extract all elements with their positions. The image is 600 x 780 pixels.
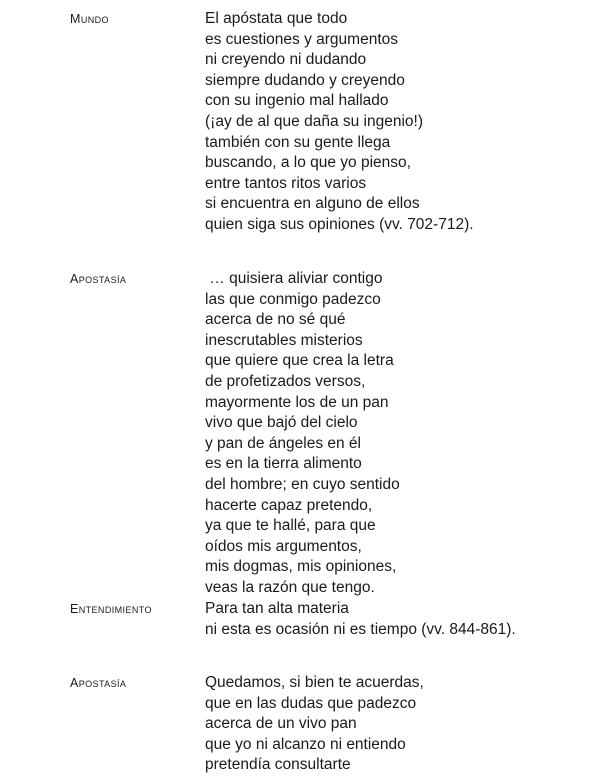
speaker-label: Apostasía <box>70 676 127 690</box>
verse-line: quien siga sus opiniones (vv. 702-712). <box>205 215 474 233</box>
verse-line: Quedamos, si bien te acuerdas, <box>205 674 424 691</box>
verse-line: ya que te hallé, para que <box>205 517 376 535</box>
verse-line: El apóstata que todo <box>205 10 348 27</box>
verse-line: es en la tierra alimento <box>205 455 362 473</box>
verse-line: las que conmigo padezco <box>205 290 381 308</box>
verse-lines <box>205 9 474 236</box>
verse-line: … quisiera aliviar contigo <box>205 270 383 287</box>
verse-line: hacerte capaz pretendo, <box>205 496 373 514</box>
verse-line: siempre dudando y creyendo <box>205 71 405 89</box>
verse-line: ni creyendo ni dudando <box>205 51 367 69</box>
verse-line: es cuestiones y argumentos <box>205 30 398 48</box>
verse-line: también con su gente llega <box>205 133 391 151</box>
verse-line: mayormente los de un pan <box>205 393 389 411</box>
verse-line: Para tan alta materia <box>205 600 349 617</box>
verse-line: oídos mis argumentos, <box>205 537 362 555</box>
speaker-label: Mundo <box>70 12 109 26</box>
verse-line: vivo que bajó del cielo <box>205 414 358 432</box>
verse-line: con su ingenio mal hallado <box>205 92 389 110</box>
verse-line: del hombre; en cuyo sentido <box>205 475 400 493</box>
speaker-label: Apostasía <box>70 272 127 286</box>
verse-lines <box>205 599 516 640</box>
verse-line: si encuentra en alguno de ellos <box>205 195 420 213</box>
verse-line: que yo ni alcanzo ni entiendo <box>205 735 406 753</box>
verse-line: que quiere que crea la letra <box>205 352 394 370</box>
verse-line: pretendía consultarte <box>205 756 351 774</box>
verse-lines <box>205 673 424 776</box>
verse-lines <box>205 269 400 599</box>
speaker-label: Entendimiento <box>70 602 152 616</box>
verse-line: buscando, a lo que yo pienso, <box>205 154 411 172</box>
verse-line: inescrutables misterios <box>205 331 363 349</box>
verse-line: veas la razón que tengo. <box>205 578 375 596</box>
verse-line: (¡ay de al que daña su ingenio!) <box>205 112 424 130</box>
verse-line: y pan de ángeles en él <box>205 434 361 452</box>
verse-line: entre tantos ritos varios <box>205 174 367 192</box>
verse-line: mis dogmas, mis opiniones, <box>205 558 397 576</box>
verse-line: ni esta es ocasión ni es tiempo (vv. 844-861). <box>205 620 516 638</box>
verse-line: de profetizados versos, <box>205 372 366 390</box>
verse-line: que en las dudas que padezco <box>205 694 417 712</box>
verse-line: acerca de un vivo pan <box>205 715 357 733</box>
verse-line: acerca de no sé qué <box>205 311 346 329</box>
